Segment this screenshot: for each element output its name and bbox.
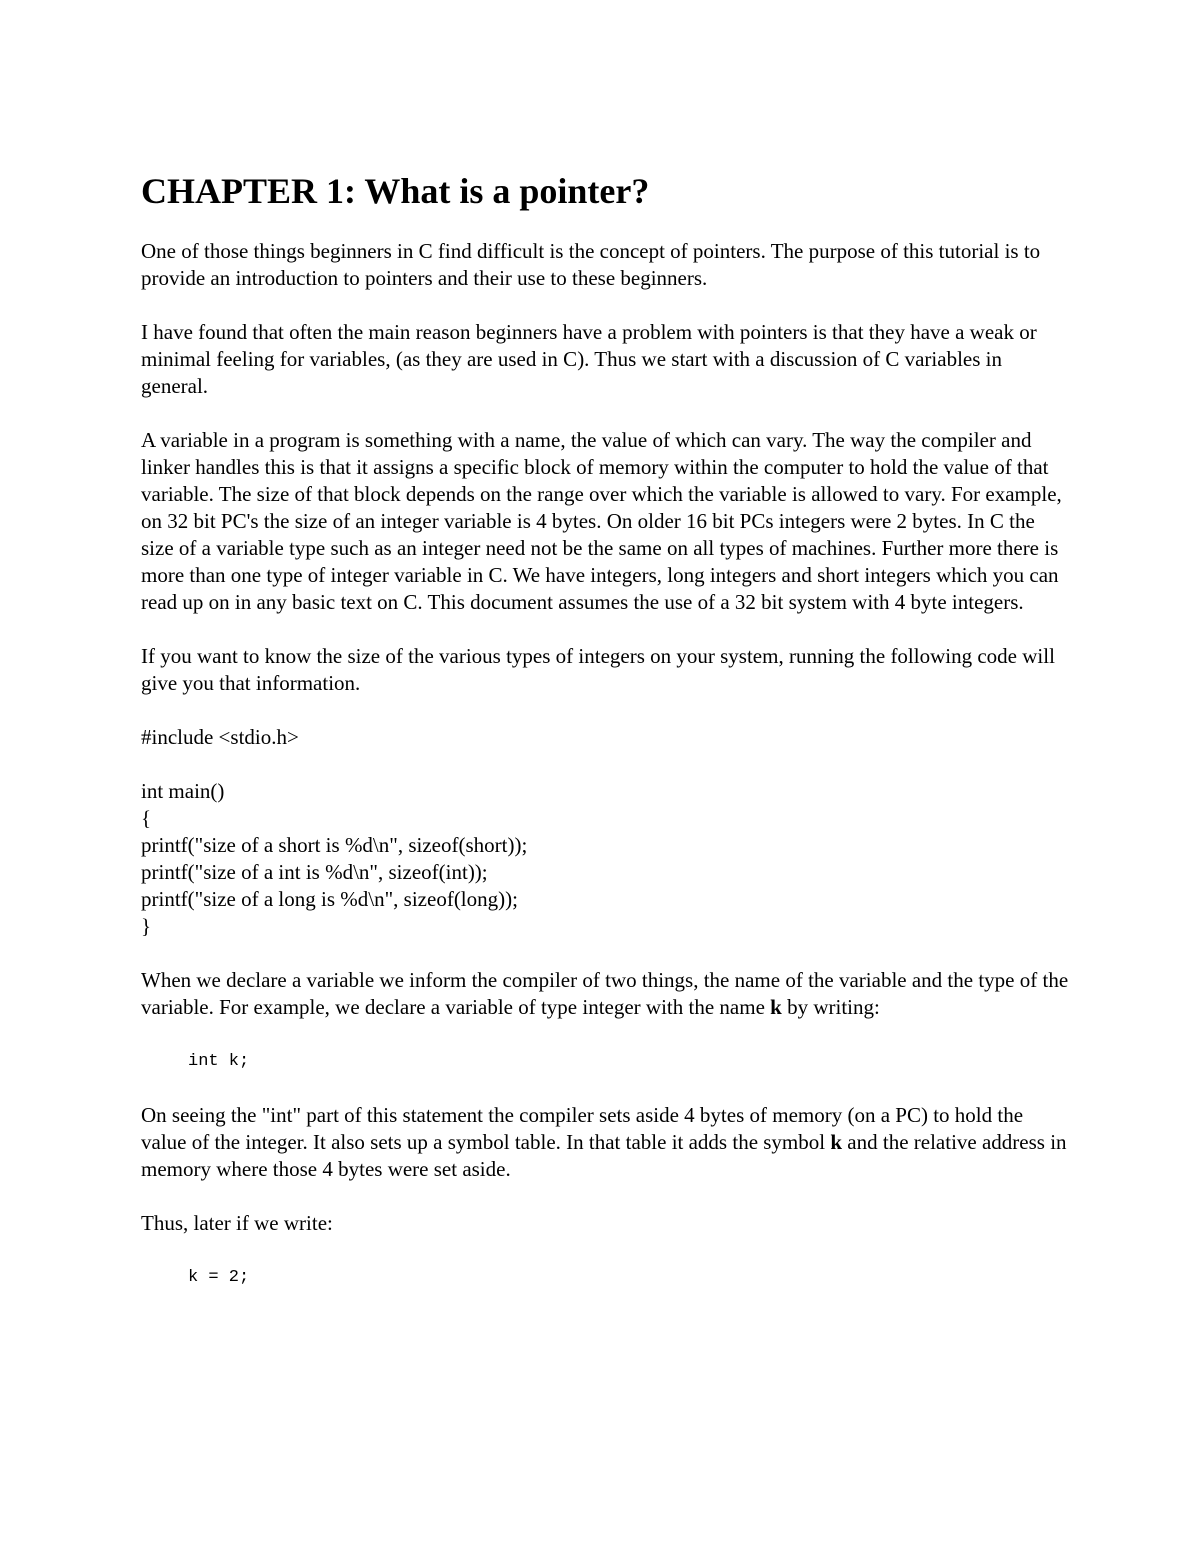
paragraph-variable-definition: A variable in a program is something with a name, the value of which can vary. The way the compiler and linker handles this is that it assigns a specific block of memory within the computer to hold the value of that variable. The size of that block depends on the range over which the variable is allowed to vary. For example, on 32 bit PC's the size of an integer variable is 4 bytes. On older 16 bit PCs integers were 2 bytes. In C the size of a variable type such as an integer need not be the same on all types of machines. Further more there is more than one type of integer variable in C. We have integers, long integers and short integers which you can read up on in any basic text on C. This document assumes the use of a 32 bit system with 4 byte integers. (141, 428, 1062, 614)
code-line: } (141, 914, 152, 938)
code-block (141, 778, 1071, 940)
text-segment: and the relative address in memory where those 4 bytes were set aside. (141, 1130, 1067, 1181)
paragraph-intro: One of those things beginners in C find difficult is the concept of pointers. The purpose of this tutorial is to provide an introduction to pointers and their use to these beginners. (141, 239, 1041, 290)
bold-symbol-k: k (830, 1130, 843, 1154)
code-line: { (141, 806, 152, 830)
code-declaration: int k; (188, 1052, 250, 1071)
text-segment: by writing: (781, 995, 880, 1019)
document-page (141, 166, 1071, 1318)
text-segment: When we declare a variable we inform the compiler of two things, the name of the variable and the type of the variable. For example, we declare a variable of type integer with the name (141, 968, 1069, 1019)
text-segment: On seeing the "int" part of this statement the compiler sets aside 4 bytes of memory (on a PC) to hold the value of the integer. It also sets up a symbol table. In that table it adds the symbol (141, 1103, 1024, 1154)
chapter-title: CHAPTER 1: What is a pointer? (141, 171, 650, 211)
code-line: int main() (141, 779, 225, 803)
code-include: #include <stdio.h> (141, 725, 299, 749)
paragraph-size-code-intro: If you want to know the size of the various types of integers on your system, running the following code will give you that information. (141, 644, 1055, 695)
code-line: printf("size of a int is %d\n", sizeof(int)); (141, 860, 488, 884)
code-line: printf("size of a long is %d\n", sizeof(long)); (141, 887, 518, 911)
code-assignment: k = 2; (188, 1268, 250, 1287)
paragraph-later-write: Thus, later if we write: (141, 1211, 333, 1235)
paragraph-variables-problem: I have found that often the main reason beginners have a problem with pointers is that they have a weak or minimal feeling for variables, (as they are used in C). Thus we start with a discussion of C variables in general. (141, 320, 1037, 398)
include-line (141, 724, 1071, 751)
code-line: printf("size of a short is %d\n", sizeof(short)); (141, 833, 528, 857)
paragraph-symbol-table (141, 1102, 1071, 1183)
bold-symbol-k: k (770, 995, 782, 1019)
paragraph-declare-variable (141, 967, 1071, 1021)
